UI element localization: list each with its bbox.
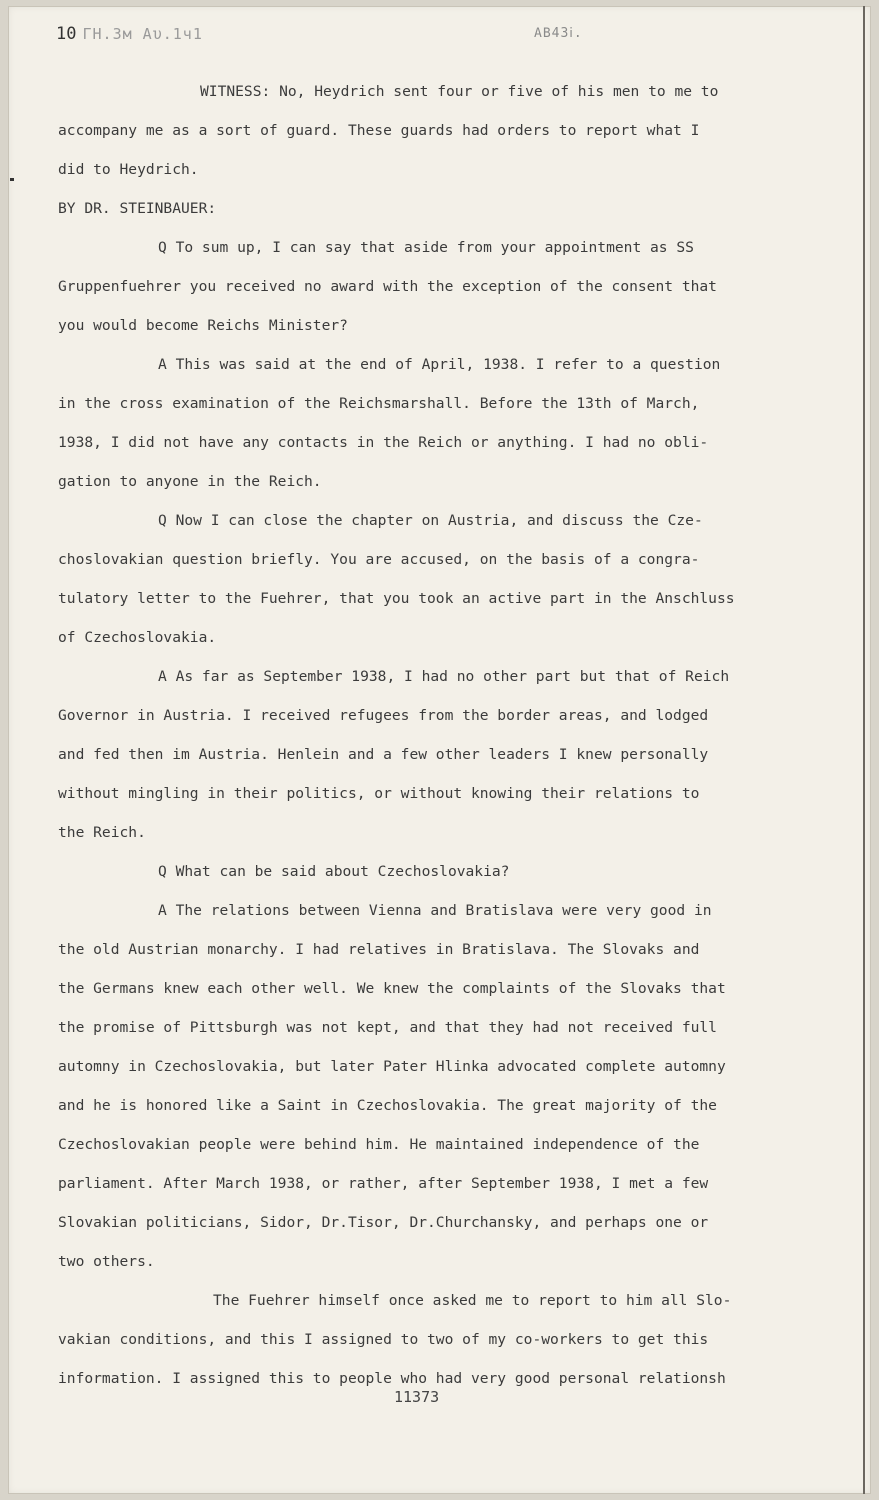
- text-line: 1938, I did not have any contacts in the Reich or anything. I had no obli-: [58, 434, 709, 451]
- text-line: WITNESS: No, Heydrich sent four or five of his men to me to: [200, 83, 719, 100]
- text-line: in the cross examination of the Reichsmarshall. Before the 13th of March,: [58, 395, 700, 412]
- text-line: the Reich.: [58, 824, 146, 841]
- text-line: accompany me as a sort of guard. These guards had orders to report what I: [58, 122, 700, 139]
- text-line: Slovakian politicians, Sidor, Dr.Tisor, Dr.Churchansky, and perhaps one or: [58, 1214, 709, 1231]
- text-line: and fed then im Austria. Henlein and a few other leaders I knew personally: [58, 746, 709, 763]
- margin-mark: [10, 178, 14, 181]
- text-line: of Czechoslovakia.: [58, 629, 217, 646]
- text-line: information. I assigned this to people who had very good personal relationsh: [58, 1370, 726, 1387]
- document-page: [8, 6, 871, 1494]
- header-page-number: 10: [56, 24, 77, 44]
- transcript-body: [58, 72, 818, 1398]
- text-line: A The relations between Vienna and Bratislava were very good in: [158, 902, 712, 919]
- text-line: parliament. After March 1938, or rather, after September 1938, I met a few: [58, 1175, 709, 1192]
- text-line: Governor in Austria. I received refugees from the border areas, and lodged: [58, 707, 709, 724]
- text-line: The Fuehrer himself once asked me to report to him all Slo-: [213, 1292, 732, 1309]
- page-number: 11373: [394, 1388, 440, 1406]
- text-line: the promise of Pittsburgh was not kept, and that they had not received full: [58, 1019, 717, 1036]
- header-marks-right: ΑΒ43ⅰ.: [534, 26, 583, 41]
- text-line: did to Heydrich.: [58, 161, 199, 178]
- text-line: Q What can be said about Czechoslovakia?: [158, 863, 510, 880]
- text-line: the old Austrian monarchy. I had relatives in Bratislava. The Slovaks and: [58, 941, 700, 958]
- text-line: you would become Reichs Minister?: [58, 317, 348, 334]
- speaker-heading: BY DR. STEINBAUER:: [58, 200, 217, 217]
- text-line: Czechoslovakian people were behind him. He maintained independence of the: [58, 1136, 700, 1153]
- text-line: Gruppenfuehrer you received no award with the exception of the consent that: [58, 278, 717, 295]
- text-line: A This was said at the end of April, 1938. I refer to a question: [158, 356, 721, 373]
- text-line: Q Now I can close the chapter on Austria, and discuss the Cze-: [158, 512, 703, 529]
- text-line: tulatory letter to the Fuehrer, that you took an active part in the Anschluss: [58, 590, 735, 607]
- text-line: gation to anyone in the Reich.: [58, 473, 322, 490]
- text-line: vakian conditions, and this I assigned to two of my co-workers to get this: [58, 1331, 709, 1348]
- text-line: A As far as September 1938, I had no other part but that of Reich: [158, 668, 730, 685]
- text-line: two others.: [58, 1253, 155, 1270]
- text-line: the Germans knew each other well. We knew the complaints of the Slovaks that: [58, 980, 726, 997]
- text-line: choslovakian question briefly. You are accused, on the basis of a congra-: [58, 551, 700, 568]
- text-line: Q To sum up, I can say that aside from your appointment as SS: [158, 239, 694, 256]
- page-edge: [863, 6, 865, 1494]
- header-marks-left: ΓΗ.3м Αυ.1ч1: [82, 25, 203, 43]
- text-line: automny in Czechoslovakia, but later Pater Hlinka advocated complete automny: [58, 1058, 726, 1075]
- text-line: and he is honored like a Saint in Czechoslovakia. The great majority of the: [58, 1097, 717, 1114]
- header-left: [56, 24, 203, 44]
- text-line: without mingling in their politics, or without knowing their relations to: [58, 785, 700, 802]
